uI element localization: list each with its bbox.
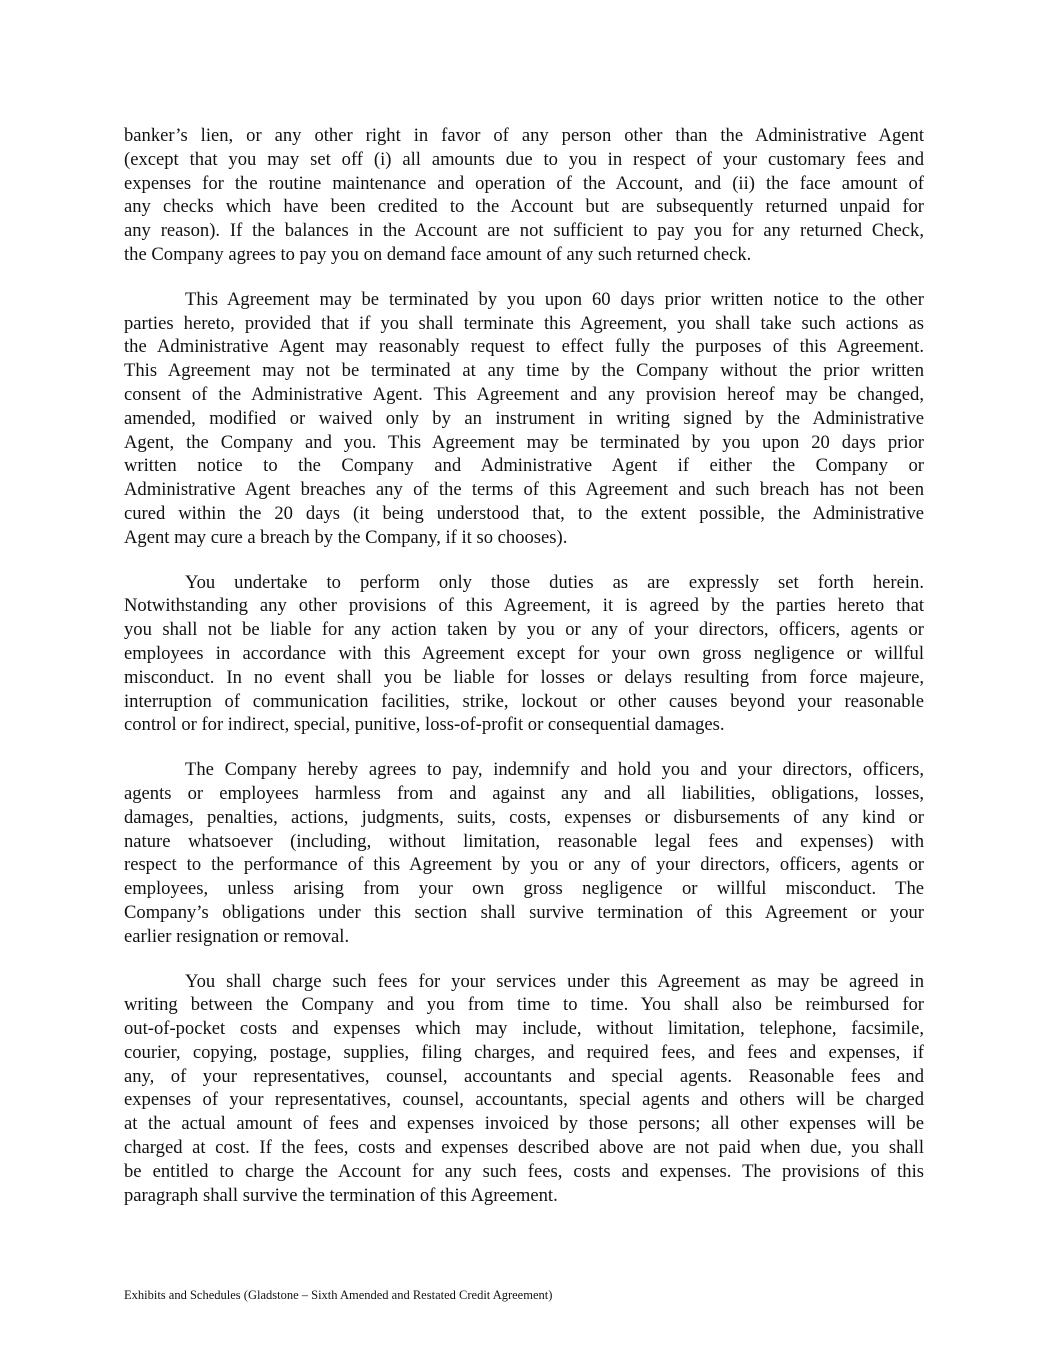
paragraph-5	[124, 970, 924, 1208]
text-line: Agent, the Company and you. This Agreement may be terminated by you upon 20 days prior	[124, 431, 924, 453]
text-line: Agent may cure a breach by the Company, if it so chooses).	[124, 526, 568, 548]
text-line: banker’s lien, or any other right in favor of any person other than the Administrative Agent	[124, 125, 924, 146]
text-line: the Company agrees to pay you on demand face amount of any such returned check.	[124, 243, 752, 265]
text-line: out-of-pocket costs and expenses which may include, without limitation, telephone, facsimile,	[124, 1018, 924, 1040]
text-line: The Company hereby agrees to pay, indemnify and hold you and your directors, officers,	[185, 759, 924, 781]
text-line: courier, copying, postage, supplies, filing charges, and required fees, and fees and expenses, if	[124, 1041, 924, 1063]
text-line: agents or employees harmless from and against any and all liabilities, obligations, losses,	[124, 782, 924, 804]
text-line: you shall not be liable for any action taken by you or any of your directors, officers, agents or	[124, 619, 924, 641]
text-line: paragraph shall survive the termination of this Agreement.	[124, 1184, 558, 1206]
text-line: amended, modified or waived only by an instrument in writing signed by the Administrative	[124, 407, 924, 429]
text-line: employees in accordance with this Agreement except for your own gross negligence or willful	[124, 642, 924, 664]
page-footer: Exhibits and Schedules (Gladstone – Sixth Amended and Restated Credit Agreement)	[124, 1288, 553, 1302]
text-line: earlier resignation or removal.	[124, 925, 350, 947]
text-line: respect to the performance of this Agreement by you or any of your directors, officers, agents or	[124, 854, 924, 876]
text-line: any checks which have been credited to the Account but are subsequently returned unpaid for	[124, 196, 924, 218]
text-line: Notwithstanding any other provisions of this Agreement, it is agreed by the parties hereto that	[124, 595, 924, 617]
paragraph-3	[124, 571, 924, 738]
text-line: be entitled to charge the Account for any such fees, costs and expenses. The provisions of this	[124, 1160, 924, 1182]
text-line: consent of the Administrative Agent. This Agreement and any provision hereof may be changed,	[124, 383, 924, 405]
text-line: misconduct. In no event shall you be liable for losses or delays resulting from force majeure,	[124, 666, 924, 688]
document-page	[124, 124, 924, 1228]
text-line: written notice to the Company and Administrative Agent if either the Company or	[124, 455, 924, 477]
text-line: the Administrative Agent may reasonably request to effect fully the purposes of this Agreement.	[124, 336, 924, 358]
text-line: cured within the 20 days (it being understood that, to the extent possible, the Administrative	[124, 502, 924, 524]
text-line: interruption of communication facilities, strike, lockout or other causes beyond your reasonable	[124, 690, 924, 712]
paragraph-1	[124, 124, 924, 267]
text-line: nature whatsoever (including, without limitation, reasonable legal fees and expenses) with	[124, 830, 924, 852]
paragraph-4	[124, 758, 924, 948]
text-line: charged at cost. If the fees, costs and expenses described above are not paid when due, you shall	[124, 1137, 924, 1159]
text-line: any reason). If the balances in the Account are not sufficient to pay you for any returned Check,	[124, 220, 924, 242]
text-line: Company’s obligations under this section shall survive termination of this Agreement or your	[124, 901, 924, 923]
text-line: You shall charge such fees for your services under this Agreement as may be agreed in	[185, 970, 924, 992]
text-line: This Agreement may be terminated by you upon 60 days prior written notice to the other	[185, 288, 924, 310]
text-line: expenses of your representatives, counsel, accountants, special agents and others will be charged	[124, 1089, 924, 1111]
text-line: employees, unless arising from your own gross negligence or willful misconduct. The	[124, 878, 924, 900]
text-line: at the actual amount of fees and expenses invoiced by those persons; all other expenses will be	[124, 1113, 924, 1135]
text-line: Administrative Agent breaches any of the terms of this Agreement and such breach has not been	[124, 479, 924, 501]
text-line: This Agreement may not be terminated at any time by the Company without the prior written	[124, 360, 924, 382]
paragraph-2	[124, 288, 924, 550]
text-line: expenses for the routine maintenance and operation of the Account, and (ii) the face amount of	[124, 172, 924, 194]
text-line: damages, penalties, actions, judgments, suits, costs, expenses or disbursements of any kind or	[124, 806, 924, 828]
text-line: parties hereto, provided that if you shall terminate this Agreement, you shall take such actions as	[124, 312, 924, 334]
text-line: any, of your representatives, counsel, accountants and special agents. Reasonable fees and	[124, 1065, 924, 1087]
text-line: (except that you may set off (i) all amounts due to you in respect of your customary fees and	[124, 148, 924, 170]
text-line: writing between the Company and you from time to time. You shall also be reimbursed for	[124, 994, 924, 1016]
text-line: You undertake to perform only those duties as are expressly set forth herein.	[185, 571, 924, 593]
text-line: control or for indirect, special, punitive, loss-of-profit or consequential damages.	[124, 714, 725, 736]
